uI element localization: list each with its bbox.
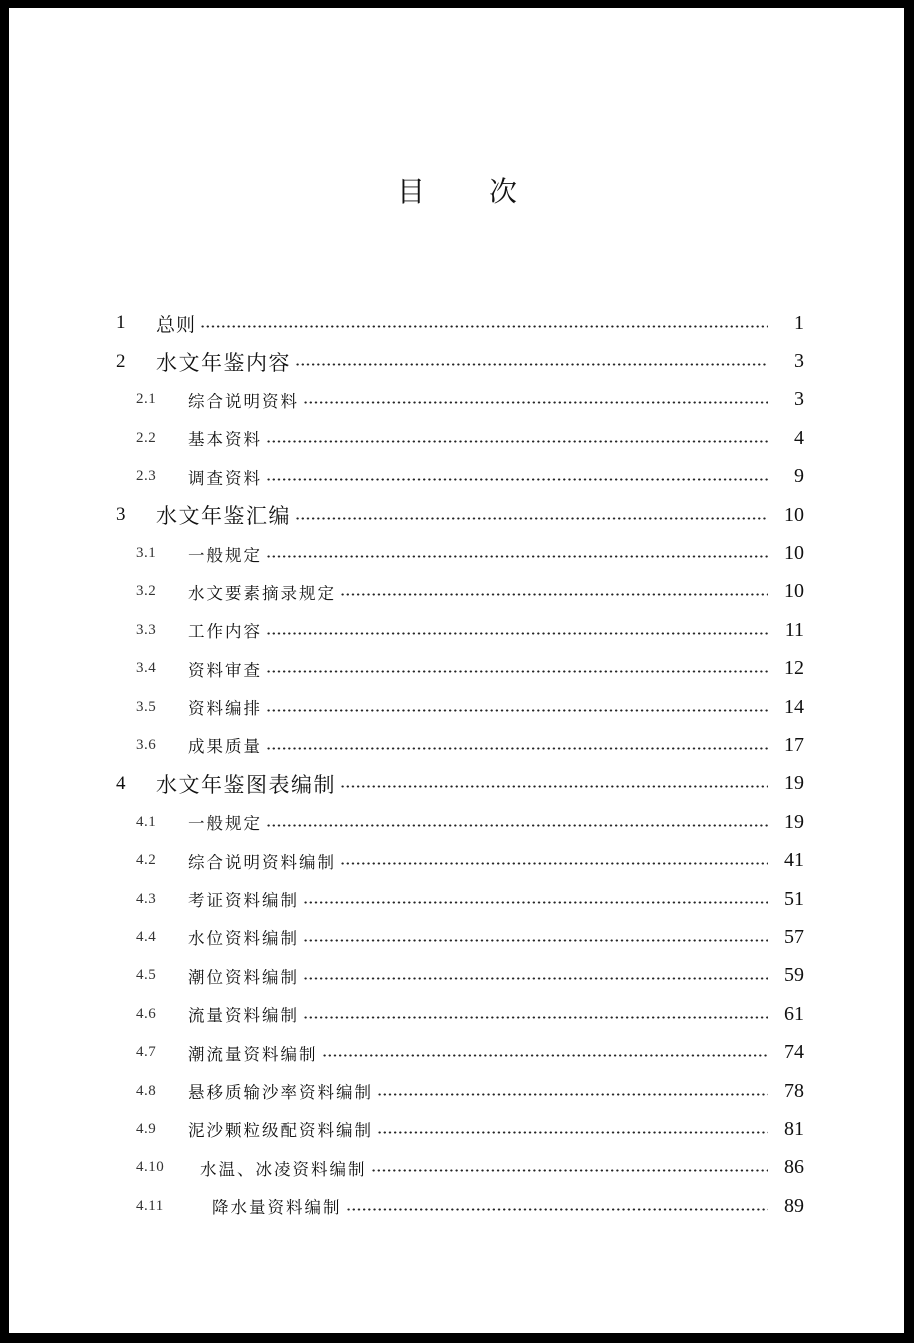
toc-page-number: 10	[784, 542, 804, 565]
dot-leader	[266, 824, 768, 827]
page-title-char-2: 次	[489, 175, 518, 208]
toc-page-number: 59	[784, 964, 804, 987]
dot-leader	[266, 555, 768, 558]
toc-number: 4.1	[136, 813, 157, 830]
toc-number: 4.5	[136, 967, 157, 984]
toc-entry[interactable]	[112, 1072, 804, 1110]
toc-page-number: 51	[784, 887, 804, 910]
dot-leader	[266, 747, 768, 750]
dot-leader	[200, 325, 768, 328]
dot-leader	[266, 709, 768, 712]
toc-page-number: 74	[784, 1041, 804, 1064]
toc-title: 工作内容	[188, 622, 262, 642]
table-of-contents	[112, 304, 804, 1225]
toc-entry[interactable]	[112, 419, 804, 457]
toc-entry[interactable]	[112, 381, 804, 419]
dot-leader	[303, 401, 768, 404]
toc-title: 降水量资料编制	[212, 1198, 342, 1218]
toc-entry[interactable]	[112, 1110, 804, 1148]
toc-title: 资料审查	[188, 660, 262, 680]
dot-leader	[377, 1131, 768, 1134]
toc-number: 4.2	[136, 852, 157, 869]
toc-title: 成果质量	[188, 737, 262, 757]
dot-leader	[295, 517, 768, 520]
toc-page-number: 41	[784, 849, 804, 872]
dot-leader	[303, 1016, 768, 1019]
dot-leader	[266, 632, 768, 635]
toc-entry[interactable]	[112, 1149, 804, 1187]
toc-number: 3.2	[136, 583, 157, 600]
dot-leader	[340, 785, 768, 788]
toc-entry[interactable]	[112, 880, 804, 918]
toc-entry[interactable]	[112, 765, 804, 803]
page-title	[0, 170, 914, 210]
toc-number: 4.10	[136, 1159, 165, 1176]
toc-title: 水文年鉴汇编	[156, 504, 291, 529]
toc-number: 2.2	[136, 429, 157, 446]
toc-number: 3	[116, 504, 126, 526]
toc-page-number: 19	[784, 772, 804, 795]
toc-number: 4.9	[136, 1120, 157, 1137]
dot-leader	[303, 901, 768, 904]
toc-number: 4.8	[136, 1082, 157, 1099]
toc-entry[interactable]	[112, 803, 804, 841]
toc-number: 1	[116, 312, 126, 334]
toc-entry[interactable]	[112, 611, 804, 649]
toc-entry[interactable]	[112, 496, 804, 534]
toc-page-number: 9	[794, 465, 804, 488]
toc-title: 基本资料	[188, 430, 262, 450]
toc-title: 泥沙颗粒级配资料编制	[188, 1121, 373, 1141]
toc-entry[interactable]	[112, 995, 804, 1033]
toc-number: 3.3	[136, 621, 157, 638]
toc-page-number: 17	[784, 733, 804, 756]
toc-page-number: 3	[794, 388, 804, 411]
toc-title: 水文年鉴图表编制	[156, 772, 336, 797]
toc-entry[interactable]	[112, 841, 804, 879]
toc-number: 2	[116, 350, 126, 372]
toc-entry[interactable]	[112, 1187, 804, 1225]
toc-title: 总则	[156, 313, 197, 336]
toc-number: 2.3	[136, 468, 157, 485]
dot-leader	[303, 977, 768, 980]
toc-number: 3.4	[136, 660, 157, 677]
dot-leader	[377, 1093, 768, 1096]
toc-title: 潮流量资料编制	[188, 1044, 318, 1064]
toc-page-number: 61	[784, 1002, 804, 1025]
toc-entry[interactable]	[112, 650, 804, 688]
toc-entry[interactable]	[112, 304, 804, 342]
toc-title: 综合说明资料	[188, 391, 299, 411]
toc-title: 资料编排	[188, 699, 262, 719]
toc-number: 2.1	[136, 391, 157, 408]
toc-page-number: 10	[784, 503, 804, 526]
toc-entry[interactable]	[112, 342, 804, 380]
toc-entry[interactable]	[112, 688, 804, 726]
dot-leader	[295, 363, 768, 366]
toc-page-number: 1	[794, 311, 804, 334]
toc-page-number: 3	[794, 350, 804, 373]
dot-leader	[322, 1054, 769, 1057]
toc-page-number: 11	[784, 618, 804, 641]
toc-number: 4.6	[136, 1005, 157, 1022]
toc-title: 水温、冰凌资料编制	[200, 1159, 367, 1179]
toc-page-number: 57	[784, 925, 804, 948]
toc-entry[interactable]	[112, 1033, 804, 1071]
dot-leader	[266, 478, 768, 481]
toc-title: 水文年鉴内容	[156, 350, 291, 375]
toc-title: 调查资料	[188, 468, 262, 488]
toc-page-number: 12	[784, 657, 804, 680]
toc-title: 潮位资料编制	[188, 967, 299, 987]
toc-title: 流量资料编制	[188, 1006, 299, 1026]
toc-page-number: 86	[784, 1156, 804, 1179]
dot-leader	[303, 939, 768, 942]
toc-number: 3.1	[136, 545, 157, 562]
toc-title: 综合说明资料编制	[188, 852, 336, 872]
toc-page-number: 81	[784, 1117, 804, 1140]
toc-number: 4.7	[136, 1044, 157, 1061]
toc-page-number: 14	[784, 695, 804, 718]
toc-title: 水位资料编制	[188, 929, 299, 949]
toc-entry[interactable]	[112, 573, 804, 611]
toc-number: 4.3	[136, 890, 157, 907]
toc-entry[interactable]	[112, 458, 804, 496]
toc-title: 一般规定	[188, 545, 262, 565]
toc-number: 4	[116, 772, 126, 794]
toc-entry[interactable]	[112, 957, 804, 995]
toc-number: 3.6	[136, 736, 157, 753]
dot-leader	[340, 862, 768, 865]
toc-page-number: 4	[794, 426, 804, 449]
toc-entry[interactable]	[112, 534, 804, 572]
toc-page-number: 89	[784, 1194, 804, 1217]
toc-page-number: 78	[784, 1079, 804, 1102]
toc-page-number: 19	[784, 810, 804, 833]
dot-leader	[266, 440, 768, 443]
dot-leader	[340, 593, 768, 596]
toc-number: 4.4	[136, 928, 157, 945]
toc-entry[interactable]	[112, 918, 804, 956]
toc-page-number: 10	[784, 580, 804, 603]
dot-leader	[266, 670, 768, 673]
dot-leader	[371, 1169, 769, 1172]
toc-entry[interactable]	[112, 726, 804, 764]
dot-leader	[346, 1208, 769, 1211]
toc-title: 水文要素摘录规定	[188, 583, 336, 603]
toc-title: 一般规定	[188, 814, 262, 834]
page-title-char-1: 目	[396, 175, 425, 208]
toc-title: 考证资料编制	[188, 891, 299, 911]
toc-number: 4.11	[136, 1197, 164, 1214]
toc-title: 悬移质输沙率资料编制	[188, 1083, 373, 1102]
toc-number: 3.5	[136, 698, 157, 715]
